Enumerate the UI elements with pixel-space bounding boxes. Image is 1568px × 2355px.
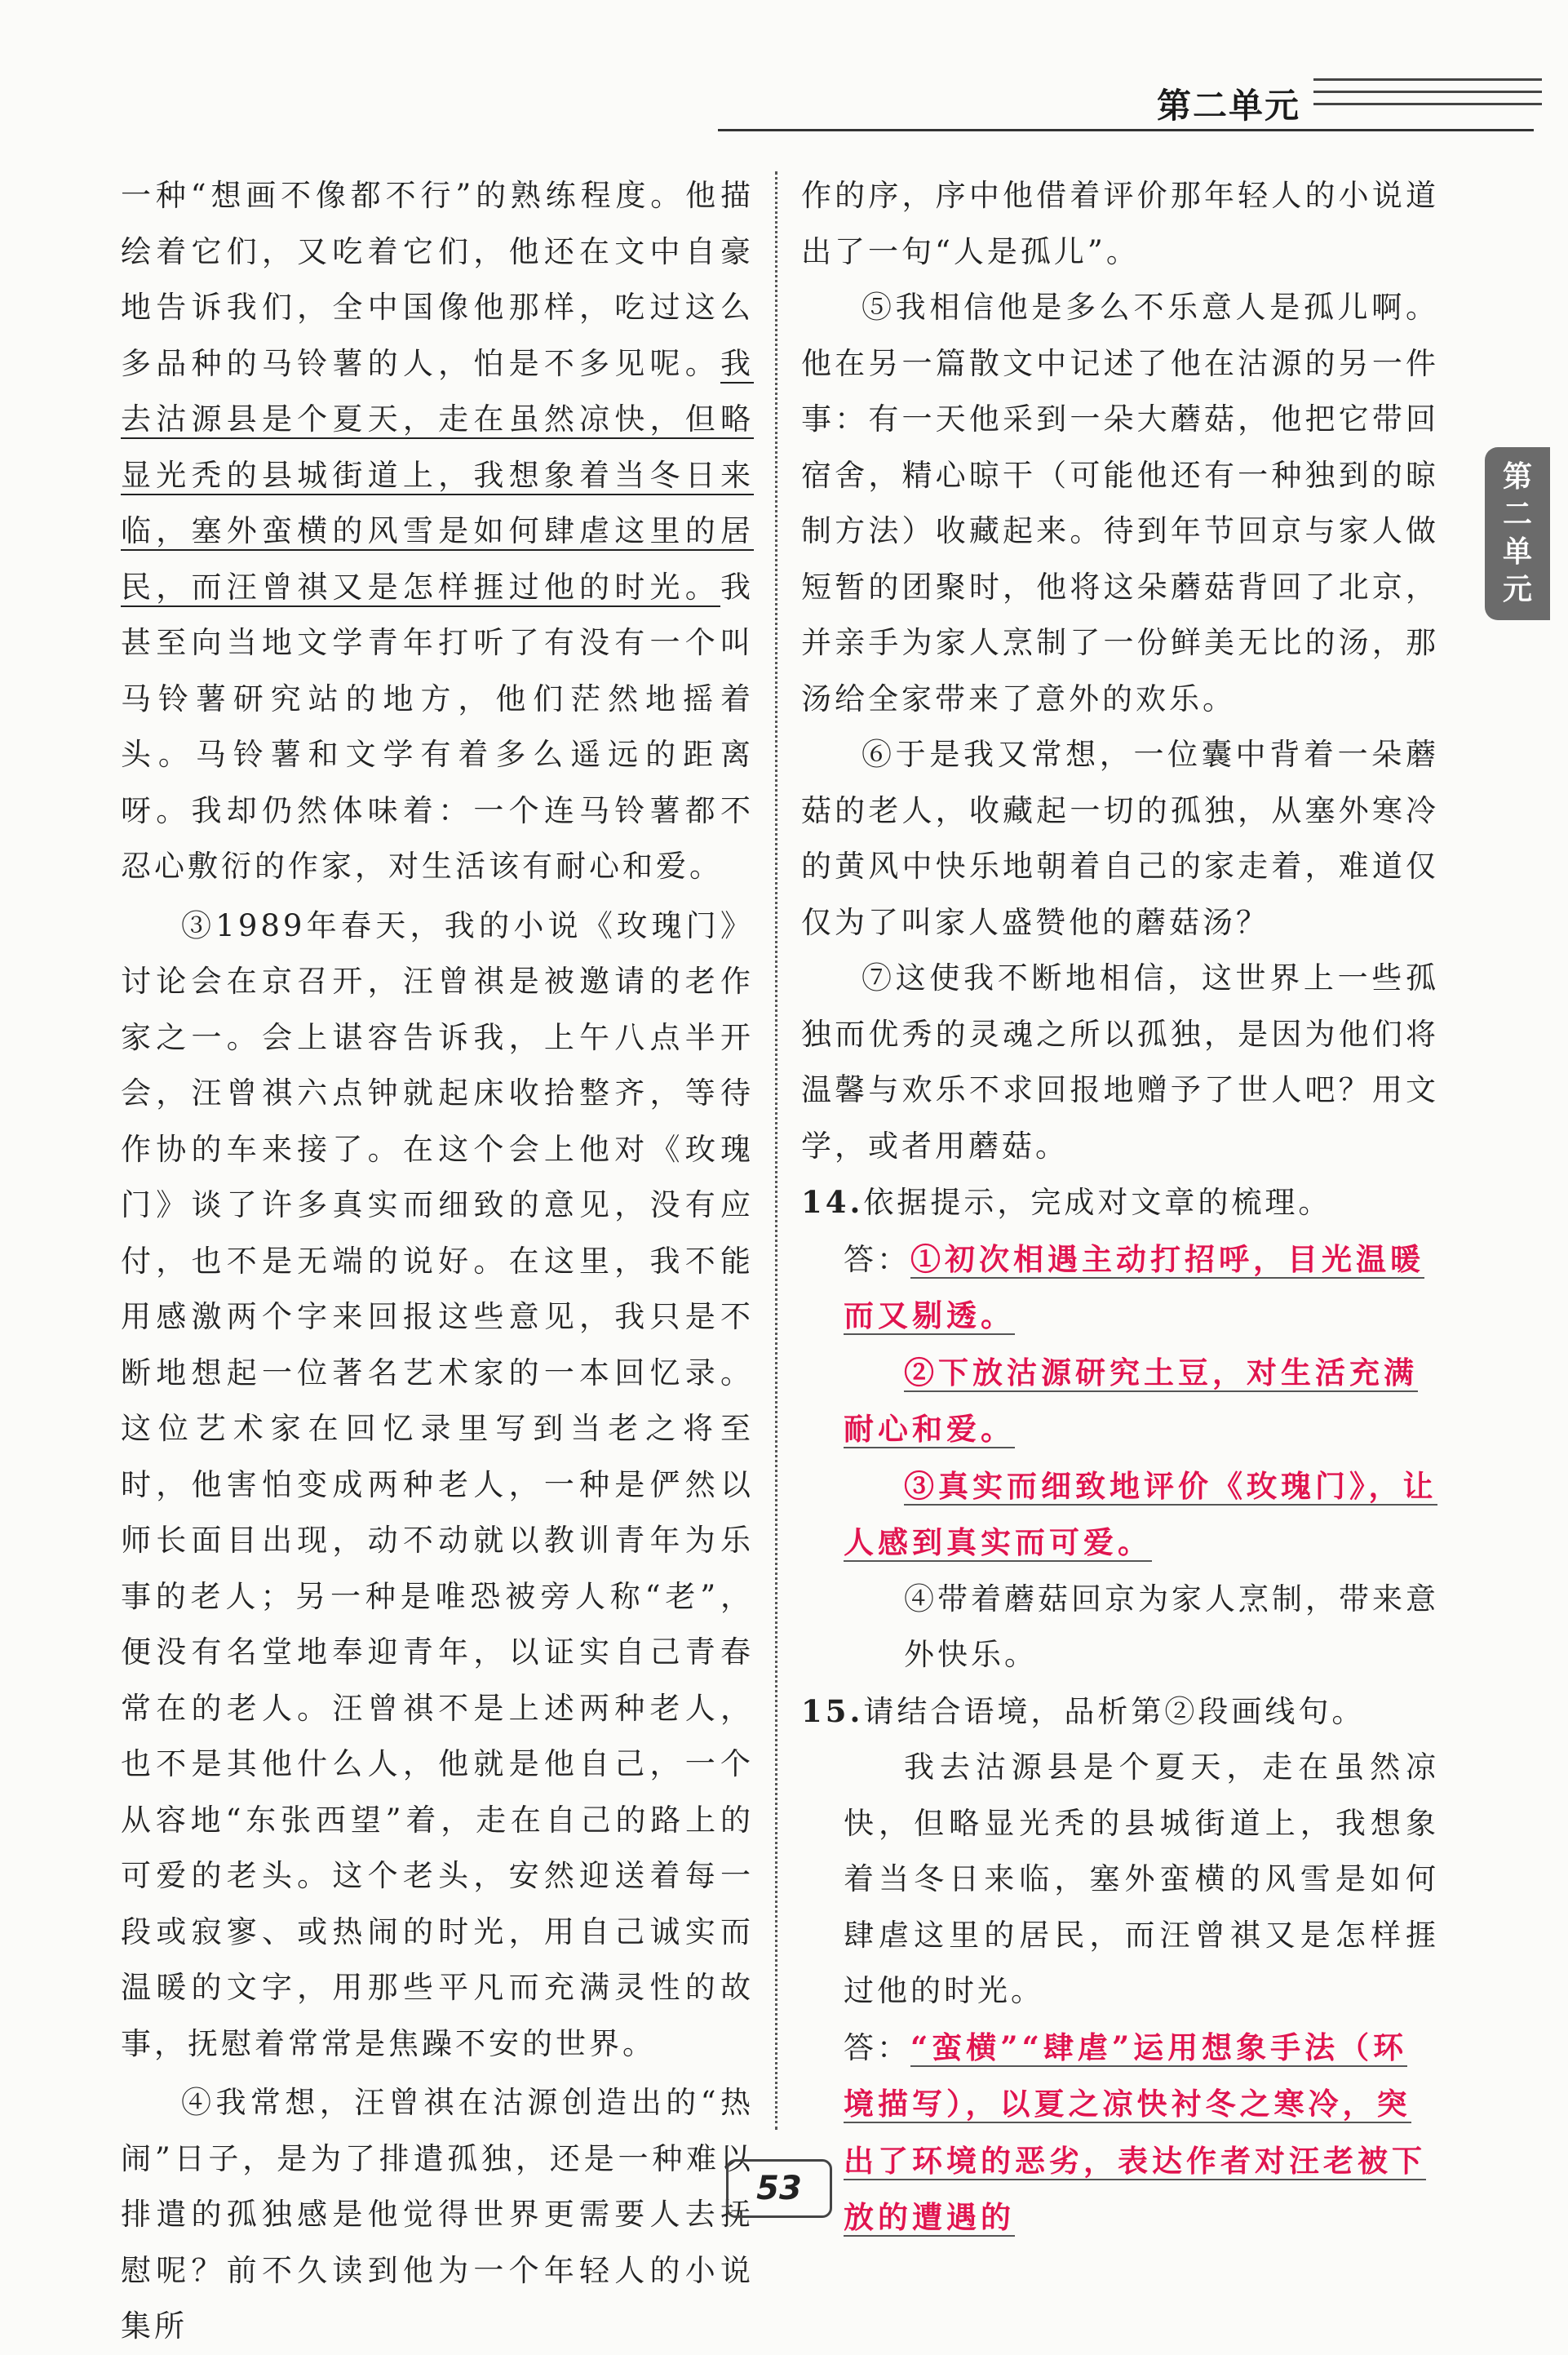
answer-14 bbox=[801, 1231, 1439, 1683]
paragraph-6: ⑥于是我又常想，一位囊中背着一朵蘑菇的老人，收藏起一切的孤独，从塞外寒冷的黄风中快乐地朝着自己的家走着，难道仅仅为了叫家人盛赞他的蘑菇汤？ bbox=[801, 737, 1439, 940]
underlined-sentence: 我去沽源县是个夏天，走在虽然凉快，但略显光秃的县城街道上，我想象着当冬日来临，塞外蛮横的风雪是如何肆虐这里的居民，而汪曾祺又是怎样捱过他的时光。 bbox=[121, 345, 754, 605]
paragraph-2: 一种“想画不像都不行”的熟练程度。他描绘着它们，又吃着它们，他还在文中自豪地告诉我们，全中国像他那样，吃过这么多品种的马铃薯的人，怕是不多见呢。我去沽源县是个夏天，走在虽然凉快，但略显光秃的县城街道上，我想象着当冬日来临，塞外蛮横的风雪是如何肆虐这里的居民，而汪曾祺又是怎样捱过他的时光。我甚至向当地文学青年打听了有没有一个叫马铃薯研究站的地方，他们茫然地摇着头。马铃薯和文学有着多么遥远的距离呀。我却仍然体味着：一个连马铃薯都不忍心敷衍的作家，对生活该有耐心和爱。 bbox=[121, 178, 754, 884]
question-14-number: 14. bbox=[801, 1184, 864, 1220]
answer-14-item-2: ②下放沽源研究土豆，对生活充满耐心和爱。 bbox=[844, 1354, 1418, 1447]
answer-14-item-4: ④带着蘑菇回京为家人烹制，带来意外快乐。 bbox=[904, 1581, 1439, 1672]
right-column bbox=[801, 168, 1439, 2246]
unit-title: 第二单元 bbox=[1157, 86, 1301, 126]
answer-14-item-1: ①初次相遇主动打招呼，目光温暖而又剔透。 bbox=[844, 1240, 1424, 1333]
answer-label-15: 答： bbox=[844, 2029, 910, 2065]
column-divider bbox=[775, 171, 784, 2130]
side-tab-label: 第二单元 bbox=[1502, 460, 1532, 606]
answer-14-item-3: ③真实而细致地评价《玫瑰门》，让人感到真实而可爱。 bbox=[844, 1467, 1437, 1560]
paragraph-4: ④我常想，汪曾祺在沽源创造出的“热闹”日子，是为了排遣孤独，还是一种难以排遣的孤独感是他觉得世界更需要人去抚慰呢？前不久读到他为一个年轻人的小说集所 bbox=[121, 2085, 754, 2344]
question-14: 14.依据提示，完成对文章的梳理。 bbox=[801, 1184, 1332, 1220]
page-number: 53 bbox=[726, 2159, 832, 2218]
answer-label: 答： bbox=[844, 1241, 910, 1277]
paragraph-7: ⑦这使我不断地相信，这世界上一些孤独而优秀的灵魂之所以孤独，是因为他们将温馨与欢乐不求回报地赠予了世人吧？用文学，或者用蘑菇。 bbox=[801, 960, 1439, 1164]
answer-15-text: “蛮横”“肆虐”运用想象手法（环境描写），以夏之凉快衬冬之寒冷，突出了环境的恶劣，表达作者对汪老被下放的遭遇的 bbox=[844, 2029, 1426, 2235]
side-unit-tab bbox=[1485, 447, 1550, 620]
paragraph-4-continued: 作的序，序中他借着评价那年轻人的小说道出了一句“人是孤儿”。 bbox=[801, 178, 1439, 269]
left-column bbox=[121, 168, 754, 2355]
paragraph-5: ⑤我相信他是多么不乐意人是孤儿啊。他在另一篇散文中记述了他在沽源的另一件事：有一天他采到一朵大蘑菇，他把它带回宿舍，精心晾干（可能他还有一种独到的晾制方法）收藏起来。待到年节回京与家人做短暂的团聚时，他将这朵蘑菇背回了北京，并亲手为家人烹制了一份鲜美无比的汤，那汤给全家带来了意外的欢乐。 bbox=[801, 290, 1439, 716]
question-15-number: 15. bbox=[801, 1692, 864, 1729]
answer-15 bbox=[801, 2020, 1439, 2246]
question-15: 15.请结合语境，品析第②段画线句。 bbox=[801, 1692, 1366, 1729]
header-decoration-lines bbox=[1313, 78, 1542, 129]
question-15-quote: 我去沽源县是个夏天，走在虽然凉快，但略显光秃的县城街道上，我想象着当冬日来临，塞外蛮横的风雪是如何肆虐这里的居民，而汪曾祺又是怎样捱过他的时光。 bbox=[844, 1750, 1439, 2008]
header-rule bbox=[718, 129, 1534, 131]
paragraph-3: ③1989年春天，我的小说《玫瑰门》讨论会在京召开，汪曾祺是被邀请的老作家之一。会上谌容告诉我，上午八点半开会，汪曾祺六点钟就起床收拾整齐，等待作协的车来接了。在这个会上他对《玫瑰门》谈了许多真实而细致的意见，没有应付，也不是无端的说好。在这里，我不能用感激两个字来回报这些意见，我只是不断地想起一位著名艺术家的一本回忆录。这位艺术家在回忆录里写到当老之将至时，他害怕变成两种老人，一种是俨然以师长面目出现，动不动就以教训青年为乐事的老人；另一种是唯恐被旁人称“老”，便没有名堂地奉迎青年，以证实自己青春常在的老人。汪曾祺不是上述两种老人，也不是其他什么人，他就是他自己，一个从容地“东张西望”着，走在自己的路上的可爱的老头。这个老头，安然迎送着每一段或寂寥、或热闹的时光，用自己诚实而温暖的文字，用那些平凡而充满灵性的故事，抚慰着常常是焦躁不安的世界。 bbox=[121, 907, 754, 2061]
